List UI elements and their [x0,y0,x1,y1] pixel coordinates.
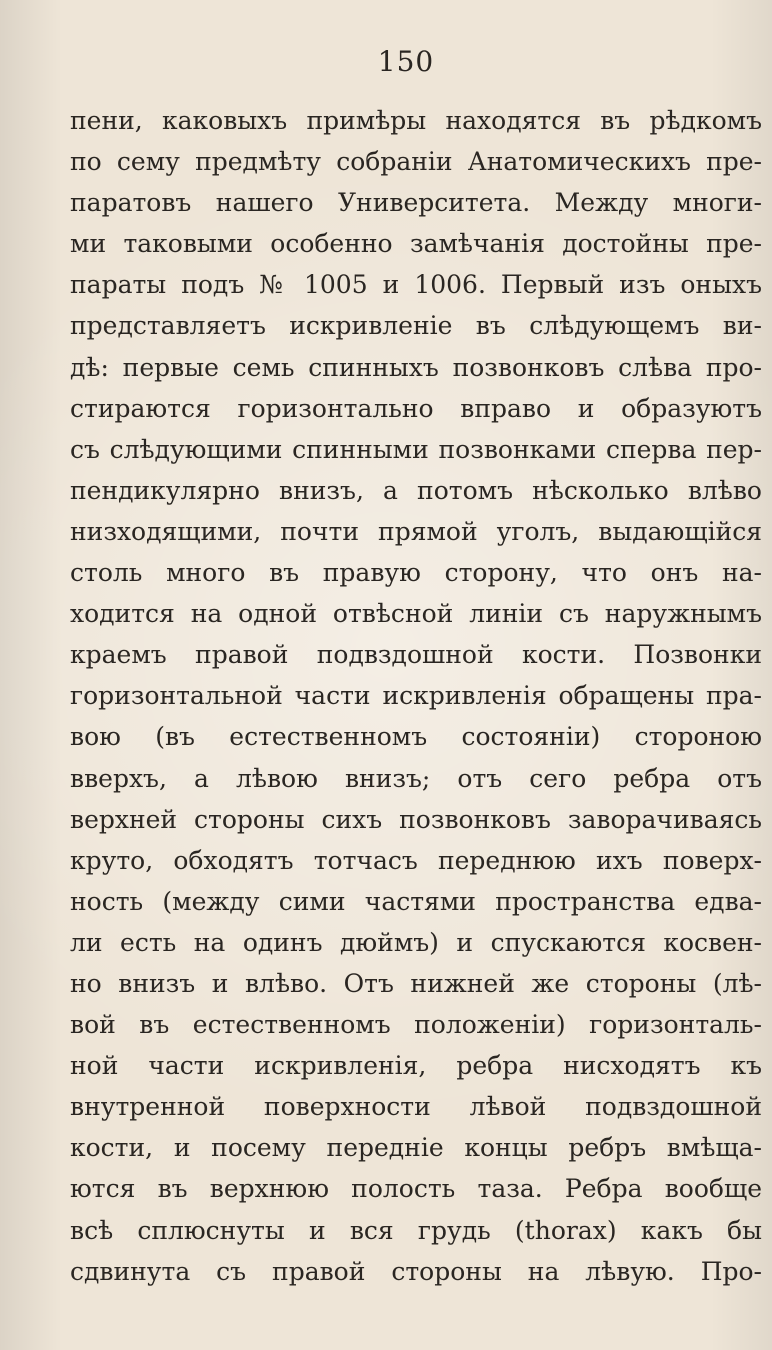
text-line: ходится на одной отвѣсной линіи съ наружнымъ [70,599,762,629]
text-line: сдвинута съ правой стороны на лѣвую. Про- [70,1256,762,1286]
text-line: ность (между сими частями пространства едва- [70,886,762,916]
text-line: кости, и посему передніе концы ребръ вмѣща- [70,1133,762,1163]
text-line: параты подъ № 1005 и 1006. Первый изъ оныхъ [70,270,762,300]
text-line: ются въ верхнюю полость таза. Ребра вообще [70,1174,762,1204]
text-line: круто, обходятъ тотчасъ переднюю ихъ поверх- [70,845,762,875]
text-line: но внизъ и влѣво. Отъ нижней же стороны (лѣ- [70,968,762,998]
text-line: горизонтальной части искривленія обращены пра- [70,681,762,711]
text-line: пени, каковыхъ примѣры находятся въ рѣдкомъ [70,106,762,135]
text-line: внутренной поверхности лѣвой подвздошной [70,1092,762,1122]
page-number: 150 [377,45,435,78]
text-line: пендикулярно внизъ, а потомъ нѣсколько влѣво [70,475,762,505]
text-line: по сему предмѣту собраніи Анатомическихъ пре- [70,147,762,177]
text-line: паратовъ нашего Университета. Между многи- [70,188,762,218]
text-line: ми таковыми особенно замѣчанія достойны пре- [70,229,762,259]
text-line: представляетъ искривленіе въ слѣдующемъ ви- [70,311,762,341]
text-line: съ слѣдующими спинными позвонками сперва пер- [70,434,762,464]
text-line: стираются горизонтально вправо и образуютъ [70,393,762,423]
text-line: вою (въ естественномъ состояніи) стороною [70,722,762,752]
text-line: дѣ: первые семь спинныхъ позвонковъ слѣва про- [70,352,762,382]
text-line: столь много въ правую сторону, что онъ на- [70,558,762,588]
text-line: вверхъ, а лѣвою внизъ; отъ сего ребра отъ [70,763,762,793]
text-line: низходящими, почти прямой уголъ, выдающійся [70,516,762,546]
body-text [70,100,762,1292]
text-line: краемъ правой подвздошной кости. Позвонки [70,640,762,670]
text-line: ли есть на одинъ дюймъ) и спускаются косвен- [70,927,762,957]
text-line: верхней стороны сихъ позвонковъ заворачиваясь [70,804,762,834]
text-line: ной части искривленія, ребра нисходятъ къ [70,1051,762,1081]
text-line: всѣ сплюснуты и вся грудь (thorax) какъ бы [70,1215,762,1245]
text-line: вой въ естественномъ положеніи) горизонталь- [70,1010,762,1040]
